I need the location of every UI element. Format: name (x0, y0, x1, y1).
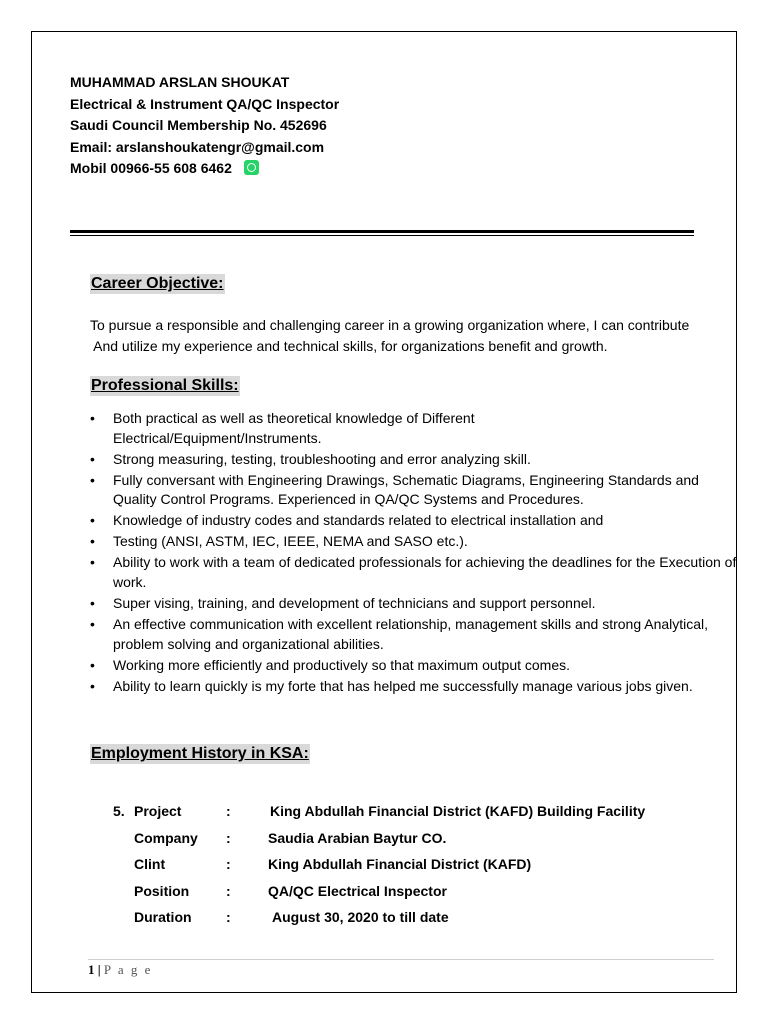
career-objective-text (90, 315, 689, 357)
header-divider-thick (70, 230, 694, 233)
skill-item: • Working more efficiently and productively so that maximum output comes. (90, 656, 730, 676)
field-value: QA/QC Electrical Inspector (268, 882, 447, 899)
skill-item: • Ability to work with a team of dedicated professionals for achieving the deadlines for the Execution of work. (90, 553, 738, 592)
skill-item: • An effective communication with excellent relationship, management skills and strong Analytical, problem solving and organizational abilities. (90, 615, 738, 654)
candidate-name: MUHAMMAD ARSLAN SHOUKAT (70, 74, 290, 90)
email-line: Email: arslanshoukatengr@gmail.com (70, 138, 325, 155)
footer-divider (88, 959, 714, 960)
mobile-line (70, 158, 339, 180)
membership-number: Saudi Council Membership No. 452696 (70, 117, 327, 133)
career-objective-line: To pursue a responsible and challenging career in a growing organization where, I can contribute (90, 317, 690, 333)
skill-item: • Ability to learn quickly is my forte that has helped me successfully manage various jobs given. (90, 677, 738, 697)
skill-item: • Testing (ANSI, ASTM, IEC, IEEE, NEMA and SASO etc.). (90, 532, 730, 552)
page-footer (88, 962, 152, 978)
entry-number: 5. (113, 803, 125, 819)
field-separator: : (226, 803, 231, 819)
field-value: King Abdullah Financial District (KAFD) (268, 856, 532, 872)
page-word: P a g e (103, 962, 153, 977)
page-number: 1 (88, 962, 95, 977)
employment-history-heading: Employment History in KSA: (91, 745, 309, 762)
job-title: Electrical & Instrument QA/QC Inspector (70, 95, 340, 112)
career-objective-line: And utilize my experience and technical skills, for organizations benefit and growth. (90, 338, 608, 354)
field-value: August 30, 2020 to till date (272, 909, 449, 925)
skill-item: • Both practical as well as theoretical knowledge of Different Electrical/Equipment/Instruments. (90, 409, 533, 448)
career-objective-heading: Career Objective: (91, 275, 224, 292)
field-label: Clint (134, 856, 166, 872)
skill-item: • Strong measuring, testing, troubleshooting and error analyzing skill. (90, 450, 730, 470)
field-separator: : (226, 882, 231, 899)
field-separator: : (226, 909, 231, 925)
header-divider-thin (70, 235, 694, 236)
field-label: Company (134, 829, 198, 846)
contact-header (70, 72, 339, 180)
skill-item: • Fully conversant with Engineering Drawings, Schematic Diagrams, Engineering Standards and Quality Control Programs. Experienced in QA/QC Systems and Procedures. (90, 471, 738, 510)
whatsapp-icon (244, 160, 259, 175)
mobile-number: Mobil 00966-55 608 6462 (70, 160, 232, 176)
skills-list (90, 409, 737, 698)
field-separator: : (226, 829, 231, 846)
skill-item: • Knowledge of industry codes and standards related to electrical installation and (90, 511, 730, 531)
professional-skills-heading: Professional Skills: (91, 377, 239, 394)
field-label: Duration (134, 909, 192, 925)
field-value: Saudia Arabian Baytur CO. (268, 829, 447, 846)
skill-item: • Super vising, training, and development of technicians and support personnel. (90, 594, 730, 614)
field-value: King Abdullah Financial District (KAFD) Building Facility (270, 803, 646, 819)
footer-separator: | (97, 962, 101, 977)
field-label: Project (134, 803, 182, 819)
field-label: Position (134, 882, 190, 899)
field-separator: : (226, 856, 231, 872)
